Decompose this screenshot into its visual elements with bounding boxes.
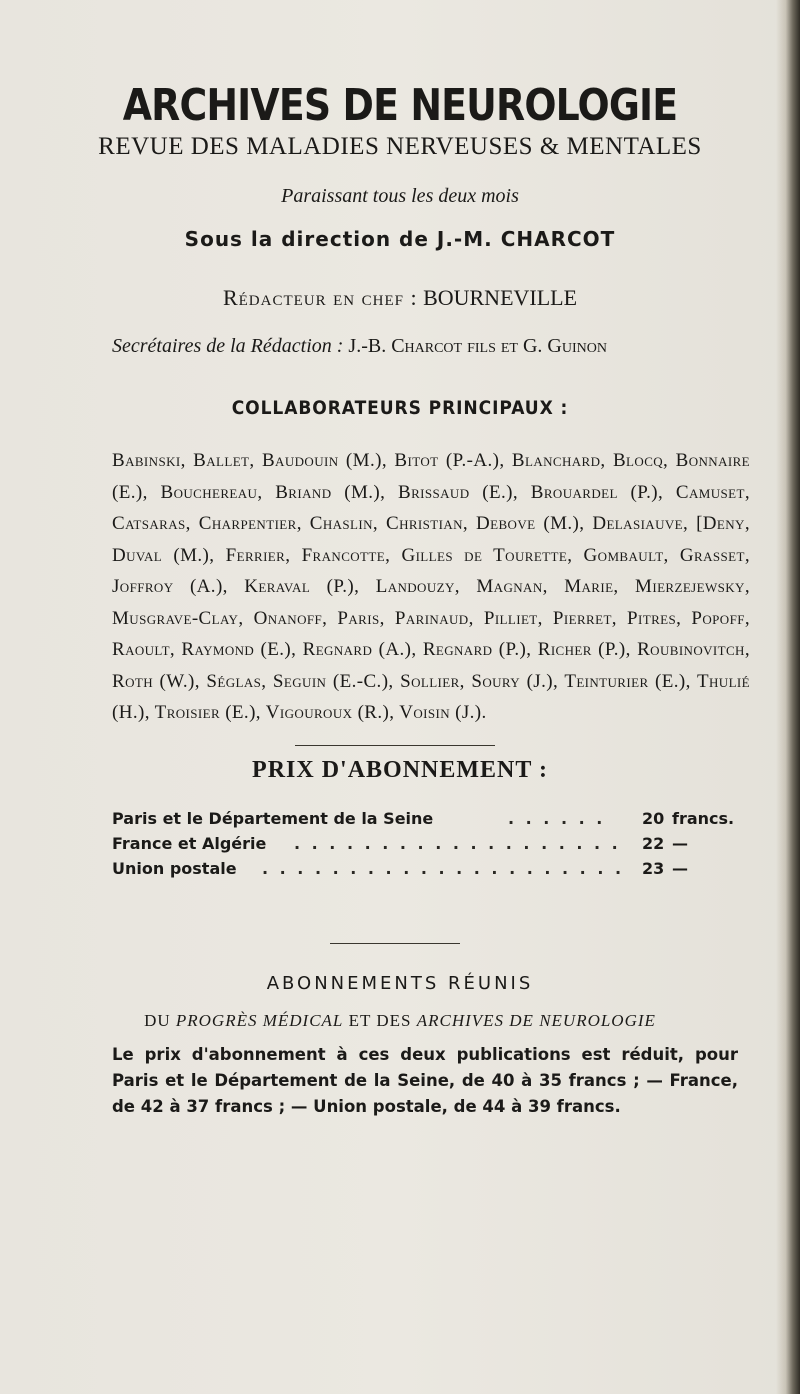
leader-dots: . . . . . . . . . . . . . . . . . . . . . bbox=[262, 859, 625, 878]
periodicity-line: Paraissant tous les deux mois bbox=[281, 185, 519, 207]
editor-name: BOURNEVILLE bbox=[423, 285, 578, 310]
price-row bbox=[112, 806, 752, 831]
journal-subtitle: REVUE DES MALADIES NERVEUSES & MENTALES bbox=[98, 133, 702, 160]
price-unit: francs. bbox=[672, 809, 735, 828]
page-edge-shadow bbox=[776, 0, 800, 1394]
price-row bbox=[112, 856, 752, 881]
combined-heading: ABONNEMENTS RÉUNIS bbox=[266, 973, 534, 994]
direction-line: Sous la direction de J.-M. CHARCOT bbox=[184, 227, 616, 251]
combined-journal-1: PROGRÈS MÉDICAL bbox=[175, 1011, 344, 1030]
subscription-heading: PRIX D'ABONNEMENT : bbox=[252, 757, 548, 783]
price-label: Paris et le Département de la Seine bbox=[112, 809, 434, 828]
secretaries-line bbox=[112, 335, 607, 358]
editor-label: Rédacteur en chef : bbox=[222, 285, 418, 310]
combined-body: Le prix d'abonnement à ces deux publications est réduit, pour Paris et le Département de la Seine, de 40 à 35 francs ; — France, de 42 à 37 francs ; — Union postale, de 44 à 39 francs. bbox=[112, 1045, 738, 1116]
collaborators-list: Babinski, Ballet, Baudouin (M.), Bitot (P.-A.), Blanchard, Blocq, Bonnaire (E.), Bouchereau, Briand (M.), Brissaud (E.), Brouardel (P.), Camuset, Catsaras, Charpentier, Chaslin, Christian, Debove (M.), Delasiauve, [Deny, Duval (M.), Ferrier, Francotte, Gilles de Tourette, Gombault, Grasset, Joffroy (A.), Keraval (P.), Landouzy, Magnan, Marie, Mierzejewsky, Musgrave-Clay, Onanoff, Paris, Parinaud, Pilliet, Pierret, Pitres, Popoff, Raoult, Raymond (E.), Regnard (A.), Regnard (P.), Richer (P.), Roubinovitch, Roth (W.), Séglas, Seguin (E.-C.), Sollier, Soury (J.), Teinturier (E.), Thulié (H.), Troisier (E.), Vigouroux (R.), Voisin (J.). bbox=[112, 450, 750, 723]
price-amount: 20 bbox=[642, 809, 665, 828]
editor-line bbox=[0, 285, 800, 311]
combined-subheading bbox=[0, 1011, 800, 1031]
divider-rule bbox=[330, 943, 460, 944]
combined-prefix: DU bbox=[144, 1011, 171, 1030]
combined-connector: ET DES bbox=[348, 1011, 412, 1030]
price-amount: 23 bbox=[642, 859, 665, 878]
combined-journal-2: ARCHIVES DE NEUROLOGIE bbox=[416, 1011, 656, 1030]
leader-dots: . . . . . . bbox=[508, 809, 606, 828]
price-amount: 22 bbox=[642, 834, 665, 853]
price-label: Union postale bbox=[112, 859, 237, 878]
price-label: France et Algérie bbox=[112, 834, 267, 853]
collaborators-heading: COLLABORATEURS PRINCIPAUX : bbox=[231, 397, 569, 419]
secretaries-label: Secrétaires de la Rédaction : bbox=[112, 335, 344, 357]
secretaries-names: J.-B. Charcot fils et G. Guinon bbox=[348, 335, 607, 357]
price-row bbox=[112, 831, 752, 856]
price-unit: — bbox=[672, 834, 688, 853]
leader-dots: . . . . . . . . . . . . . . . . . . . bbox=[294, 834, 621, 853]
price-table bbox=[112, 806, 752, 881]
divider-rule bbox=[295, 745, 495, 746]
journal-title: ARCHIVES DE NEUROLOGIE bbox=[122, 80, 678, 131]
price-unit: — bbox=[672, 859, 688, 878]
